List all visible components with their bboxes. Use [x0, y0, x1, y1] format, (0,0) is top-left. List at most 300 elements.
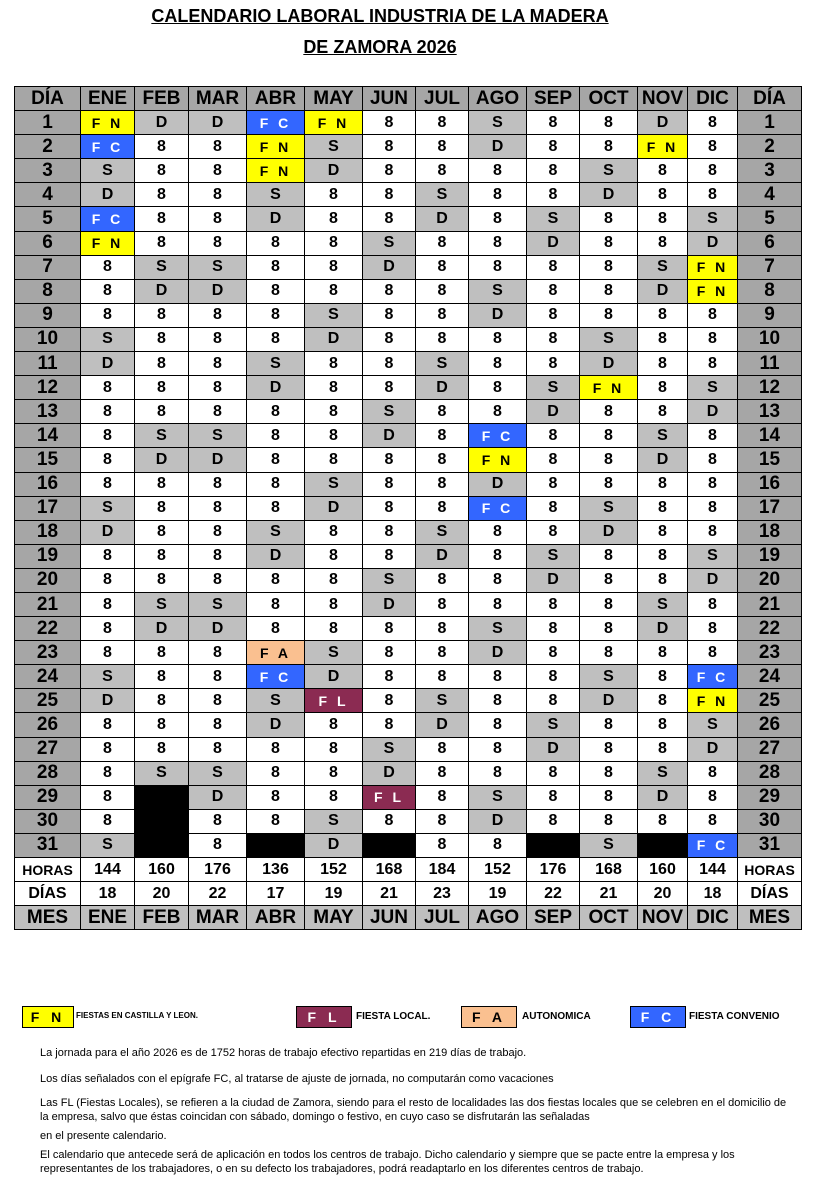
weekend-cell: S — [469, 785, 527, 809]
day-number-right: 20 — [738, 568, 802, 592]
month-header-jun: JUN — [363, 87, 416, 111]
day-number-right: 13 — [738, 400, 802, 424]
weekend-cell: S — [638, 424, 688, 448]
day-cell: 8 — [135, 303, 189, 327]
day-cell: 8 — [580, 135, 638, 159]
day-cell: 8 — [527, 279, 580, 303]
day-cell: 8 — [580, 809, 638, 833]
day-cell: 8 — [580, 785, 638, 809]
day-cell: 8 — [189, 327, 247, 351]
day-cell: 8 — [638, 376, 688, 400]
day-number-right: 2 — [738, 135, 802, 159]
day-cell: 8 — [416, 617, 469, 641]
weekend-cell: D — [81, 520, 135, 544]
day-cell: 8 — [688, 111, 738, 135]
weekend-cell: S — [247, 689, 305, 713]
legend-fn-swatch: F N — [22, 1006, 74, 1028]
day-number-right: 7 — [738, 255, 802, 279]
day-cell: 8 — [580, 279, 638, 303]
day-number-right: 27 — [738, 737, 802, 761]
dias-value: 22 — [527, 882, 580, 906]
weekend-cell: S — [81, 327, 135, 351]
calendar-row — [15, 231, 802, 255]
day-cell: 8 — [305, 352, 363, 376]
day-number: 14 — [15, 424, 81, 448]
calendar-row — [15, 303, 802, 327]
day-cell: 8 — [305, 279, 363, 303]
day-cell: 8 — [363, 448, 416, 472]
mes-label-right: MES — [738, 906, 802, 930]
horas-value: 168 — [580, 858, 638, 882]
note-aplicacion: El calendario que antecede será de aplicación en todos los centros de trabajo. Dicho calendario y siempre que se pacte entre la empresa y los representantes de los trabajadores, o en su defecto los trabajadores, podrá readaptarlo en los diferentes centros de trabajo. — [40, 1149, 735, 1175]
day-cell: 8 — [416, 641, 469, 665]
day-cell: 8 — [305, 592, 363, 616]
day-cell: 8 — [305, 424, 363, 448]
month-footer-jun: JUN — [363, 906, 416, 930]
day-cell: 8 — [416, 111, 469, 135]
day-cell: 8 — [580, 568, 638, 592]
weekend-cell: S — [363, 231, 416, 255]
dias-value: 22 — [189, 882, 247, 906]
weekend-cell: S — [416, 183, 469, 207]
day-cell: 8 — [135, 544, 189, 568]
day-cell: 8 — [688, 520, 738, 544]
nonexistent-day-cell — [527, 833, 580, 857]
day-cell: 8 — [469, 376, 527, 400]
weekend-cell: S — [363, 400, 416, 424]
weekend-cell: S — [416, 689, 469, 713]
day-cell: 8 — [638, 665, 688, 689]
calendar-row — [15, 111, 802, 135]
day-cell: 8 — [363, 713, 416, 737]
month-header-mar: MAR — [189, 87, 247, 111]
day-number: 28 — [15, 761, 81, 785]
weekend-cell: D — [305, 496, 363, 520]
day-cell: 8 — [81, 617, 135, 641]
month-header-row — [15, 87, 802, 111]
month-footer-mar: MAR — [189, 906, 247, 930]
day-number: 21 — [15, 592, 81, 616]
month-footer-sep: SEP — [527, 906, 580, 930]
day-cell: 8 — [135, 496, 189, 520]
day-cell: 8 — [580, 303, 638, 327]
nonexistent-day-cell — [638, 833, 688, 857]
day-cell: 8 — [688, 183, 738, 207]
day-number: 31 — [15, 833, 81, 857]
day-number-right: 5 — [738, 207, 802, 231]
month-header-sep: SEP — [527, 87, 580, 111]
day-cell: 8 — [638, 472, 688, 496]
weekend-cell: S — [638, 761, 688, 785]
dias-value: 17 — [247, 882, 305, 906]
day-cell: 8 — [416, 424, 469, 448]
day-cell: 8 — [81, 400, 135, 424]
day-cell: 8 — [416, 159, 469, 183]
day-cell: 8 — [247, 424, 305, 448]
weekend-cell: S — [580, 496, 638, 520]
day-cell: 8 — [135, 568, 189, 592]
day-cell: 8 — [81, 713, 135, 737]
weekend-cell: S — [638, 255, 688, 279]
day-cell: 8 — [688, 785, 738, 809]
weekend-cell: S — [688, 713, 738, 737]
day-number: 3 — [15, 159, 81, 183]
weekend-cell: D — [189, 111, 247, 135]
day-number-right: 18 — [738, 520, 802, 544]
weekend-cell: D — [580, 689, 638, 713]
weekend-cell: D — [638, 279, 688, 303]
weekend-cell: D — [305, 833, 363, 857]
day-cell: 8 — [638, 496, 688, 520]
day-number: 19 — [15, 544, 81, 568]
holiday-cell-fn: F N — [81, 111, 135, 135]
day-header-right: DÍA — [738, 87, 802, 111]
month-footer-ene: ENE — [81, 906, 135, 930]
holiday-cell-fc: F C — [469, 496, 527, 520]
dias-value: 21 — [580, 882, 638, 906]
day-cell: 8 — [135, 689, 189, 713]
day-cell: 8 — [247, 472, 305, 496]
day-cell: 8 — [580, 424, 638, 448]
calendar-row — [15, 352, 802, 376]
day-cell: 8 — [81, 376, 135, 400]
month-footer-feb: FEB — [135, 906, 189, 930]
weekend-cell: D — [469, 472, 527, 496]
day-number-right: 14 — [738, 424, 802, 448]
holiday-cell-fc: F C — [247, 111, 305, 135]
weekend-cell: S — [527, 376, 580, 400]
weekend-cell: S — [305, 135, 363, 159]
day-cell: 8 — [247, 303, 305, 327]
day-cell: 8 — [305, 617, 363, 641]
day-number-right: 31 — [738, 833, 802, 857]
day-cell: 8 — [189, 183, 247, 207]
horas-row — [15, 858, 802, 882]
day-cell: 8 — [469, 737, 527, 761]
nonexistent-day-cell — [135, 809, 189, 833]
day-cell: 8 — [469, 713, 527, 737]
day-cell: 8 — [363, 665, 416, 689]
day-cell: 8 — [580, 641, 638, 665]
day-number-right: 12 — [738, 376, 802, 400]
calendar-row — [15, 327, 802, 351]
weekend-cell: D — [363, 424, 416, 448]
day-cell: 8 — [416, 665, 469, 689]
day-cell: 8 — [305, 448, 363, 472]
day-cell: 8 — [469, 761, 527, 785]
weekend-cell: D — [305, 665, 363, 689]
day-cell: 8 — [247, 761, 305, 785]
day-cell: 8 — [527, 689, 580, 713]
day-number: 22 — [15, 617, 81, 641]
month-footer-dic: DIC — [688, 906, 738, 930]
day-cell: 8 — [81, 544, 135, 568]
weekend-cell: D — [363, 592, 416, 616]
day-cell: 8 — [527, 496, 580, 520]
holiday-cell-fn: F N — [580, 376, 638, 400]
day-number-right: 3 — [738, 159, 802, 183]
day-cell: 8 — [135, 713, 189, 737]
day-cell: 8 — [469, 183, 527, 207]
weekend-cell: S — [580, 665, 638, 689]
weekend-cell: D — [416, 376, 469, 400]
day-number-right: 19 — [738, 544, 802, 568]
legend-fc-label: FIESTA CONVENIO — [689, 1011, 780, 1022]
calendar-row — [15, 785, 802, 809]
day-cell: 8 — [135, 472, 189, 496]
day-cell: 8 — [135, 352, 189, 376]
weekend-cell: D — [688, 737, 738, 761]
holiday-cell-fn: F N — [688, 255, 738, 279]
mes-label: MES — [15, 906, 81, 930]
horas-value: 136 — [247, 858, 305, 882]
day-number-right: 25 — [738, 689, 802, 713]
day-cell: 8 — [135, 231, 189, 255]
day-cell: 8 — [305, 568, 363, 592]
day-cell: 8 — [638, 303, 688, 327]
day-cell: 8 — [363, 641, 416, 665]
day-number: 25 — [15, 689, 81, 713]
weekend-cell: S — [135, 424, 189, 448]
weekend-cell: S — [135, 592, 189, 616]
day-cell: 8 — [189, 833, 247, 857]
day-cell: 8 — [247, 255, 305, 279]
day-cell: 8 — [688, 352, 738, 376]
weekend-cell: D — [81, 689, 135, 713]
calendar-row — [15, 183, 802, 207]
day-number: 20 — [15, 568, 81, 592]
horas-value: 184 — [416, 858, 469, 882]
note-fl: Las FL (Fiestas Locales), se refieren a la ciudad de Zamora, siendo para el resto de localidades las dos fiestas locales que se celebren en el domicilio de la empresa, salvo que éstas coincidan con sábado, domingo o festivo, en cuyo caso se disfrutarán las señaladas — [40, 1097, 787, 1123]
day-cell: 8 — [189, 303, 247, 327]
weekend-cell: S — [135, 761, 189, 785]
day-cell: 8 — [189, 376, 247, 400]
day-cell: 8 — [580, 713, 638, 737]
dias-value: 21 — [363, 882, 416, 906]
month-header-oct: OCT — [580, 87, 638, 111]
day-header-left: DÍA — [15, 87, 81, 111]
weekend-cell: D — [189, 448, 247, 472]
day-cell: 8 — [580, 111, 638, 135]
day-cell: 8 — [416, 231, 469, 255]
holiday-cell-fn: F N — [469, 448, 527, 472]
weekend-cell: D — [688, 400, 738, 424]
day-cell: 8 — [469, 327, 527, 351]
day-cell: 8 — [135, 665, 189, 689]
day-number: 1 — [15, 111, 81, 135]
day-cell: 8 — [135, 641, 189, 665]
dias-value: 19 — [305, 882, 363, 906]
day-number: 11 — [15, 352, 81, 376]
day-cell: 8 — [81, 592, 135, 616]
horas-value: 152 — [305, 858, 363, 882]
day-cell: 8 — [527, 424, 580, 448]
day-cell: 8 — [469, 400, 527, 424]
day-cell: 8 — [247, 327, 305, 351]
note-jornada: La jornada para el año 2026 es de 1752 horas de trabajo efectivo repartidas en 219 días de trabajo. — [40, 1047, 527, 1059]
weekend-cell: D — [81, 352, 135, 376]
month-footer-oct: OCT — [580, 906, 638, 930]
day-cell: 8 — [305, 713, 363, 737]
day-number: 4 — [15, 183, 81, 207]
note-fl-end: en el presente calendario. — [40, 1130, 167, 1142]
legend-fa-swatch: F A — [461, 1006, 517, 1028]
day-cell: 8 — [688, 424, 738, 448]
day-cell: 8 — [527, 111, 580, 135]
calendar-row — [15, 737, 802, 761]
day-cell: 8 — [305, 255, 363, 279]
weekend-cell: D — [469, 641, 527, 665]
day-cell: 8 — [688, 496, 738, 520]
legend-fn-label: FIESTAS EN CASTILLA Y LEON. — [76, 1011, 198, 1020]
day-cell: 8 — [527, 617, 580, 641]
weekend-cell: D — [688, 231, 738, 255]
day-cell: 8 — [247, 785, 305, 809]
weekend-cell: S — [469, 617, 527, 641]
holiday-cell-fc: F C — [688, 833, 738, 857]
month-header-ene: ENE — [81, 87, 135, 111]
weekend-cell: S — [247, 520, 305, 544]
holiday-cell-fn: F N — [81, 231, 135, 255]
horas-value: 144 — [81, 858, 135, 882]
day-cell: 8 — [81, 785, 135, 809]
weekend-cell: S — [247, 183, 305, 207]
legend-fa-label: AUTONOMICA — [522, 1011, 591, 1022]
month-footer-nov: NOV — [638, 906, 688, 930]
day-number: 24 — [15, 665, 81, 689]
day-number-right: 29 — [738, 785, 802, 809]
weekend-cell: D — [135, 279, 189, 303]
day-cell: 8 — [305, 544, 363, 568]
calendar-row — [15, 568, 802, 592]
month-header-jul: JUL — [416, 87, 469, 111]
weekend-cell: D — [688, 568, 738, 592]
day-cell: 8 — [247, 279, 305, 303]
weekend-cell: S — [189, 592, 247, 616]
dias-label-right: DÍAS — [738, 882, 802, 906]
day-cell: 8 — [189, 641, 247, 665]
day-cell: 8 — [580, 448, 638, 472]
day-cell: 8 — [189, 231, 247, 255]
day-cell: 8 — [363, 279, 416, 303]
weekend-cell: S — [580, 833, 638, 857]
horas-value: 144 — [688, 858, 738, 882]
day-cell: 8 — [638, 327, 688, 351]
month-header-nov: NOV — [638, 87, 688, 111]
day-cell: 8 — [416, 135, 469, 159]
day-cell: 8 — [81, 809, 135, 833]
day-cell: 8 — [416, 255, 469, 279]
weekend-cell: S — [527, 207, 580, 231]
day-cell: 8 — [527, 761, 580, 785]
day-cell: 8 — [135, 737, 189, 761]
day-cell: 8 — [363, 376, 416, 400]
day-cell: 8 — [305, 520, 363, 544]
day-cell: 8 — [416, 496, 469, 520]
horas-value: 176 — [189, 858, 247, 882]
weekend-cell: D — [416, 207, 469, 231]
weekend-cell: S — [688, 544, 738, 568]
day-cell: 8 — [81, 641, 135, 665]
weekend-cell: S — [135, 255, 189, 279]
day-cell: 8 — [416, 809, 469, 833]
day-cell: 8 — [247, 809, 305, 833]
day-cell: 8 — [469, 159, 527, 183]
weekend-cell: D — [638, 111, 688, 135]
page-title: CALENDARIO LABORAL INDUSTRIA DE LA MADERA — [151, 6, 609, 26]
weekend-cell: D — [638, 448, 688, 472]
day-cell: 8 — [81, 737, 135, 761]
day-cell: 8 — [527, 183, 580, 207]
calendar-row — [15, 520, 802, 544]
weekend-cell: D — [469, 303, 527, 327]
day-cell: 8 — [527, 448, 580, 472]
day-number: 26 — [15, 713, 81, 737]
horas-value: 168 — [363, 858, 416, 882]
weekend-cell: D — [416, 544, 469, 568]
day-number-right: 26 — [738, 713, 802, 737]
calendar-row — [15, 472, 802, 496]
day-number: 18 — [15, 520, 81, 544]
day-number: 8 — [15, 279, 81, 303]
weekend-cell: D — [469, 809, 527, 833]
day-cell: 8 — [688, 472, 738, 496]
horas-value: 160 — [638, 858, 688, 882]
day-cell: 8 — [189, 737, 247, 761]
day-cell: 8 — [81, 568, 135, 592]
weekend-cell: S — [305, 303, 363, 327]
day-cell: 8 — [469, 592, 527, 616]
day-cell: 8 — [189, 352, 247, 376]
day-number: 6 — [15, 231, 81, 255]
legend-fl-label: FIESTA LOCAL. — [356, 1011, 431, 1022]
day-number-right: 4 — [738, 183, 802, 207]
day-number-right: 15 — [738, 448, 802, 472]
day-cell: 8 — [363, 303, 416, 327]
day-number: 13 — [15, 400, 81, 424]
day-cell: 8 — [469, 568, 527, 592]
day-cell: 8 — [189, 496, 247, 520]
horas-label: HORAS — [15, 858, 81, 882]
weekend-cell: D — [189, 279, 247, 303]
day-cell: 8 — [247, 617, 305, 641]
day-cell: 8 — [416, 448, 469, 472]
weekend-cell: S — [363, 737, 416, 761]
weekend-cell: S — [305, 641, 363, 665]
day-cell: 8 — [638, 159, 688, 183]
day-cell: 8 — [638, 400, 688, 424]
weekend-cell: D — [189, 785, 247, 809]
weekend-cell: S — [189, 761, 247, 785]
weekend-cell: D — [469, 135, 527, 159]
nonexistent-day-cell — [135, 785, 189, 809]
day-cell: 8 — [580, 207, 638, 231]
weekend-cell: S — [363, 568, 416, 592]
day-cell: 8 — [638, 207, 688, 231]
day-cell: 8 — [527, 472, 580, 496]
calendar-row — [15, 689, 802, 713]
day-cell: 8 — [638, 809, 688, 833]
day-cell: 8 — [363, 207, 416, 231]
weekend-cell: S — [81, 159, 135, 183]
day-cell: 8 — [688, 617, 738, 641]
day-cell: 8 — [527, 159, 580, 183]
day-number-right: 16 — [738, 472, 802, 496]
day-cell: 8 — [416, 785, 469, 809]
horas-value: 176 — [527, 858, 580, 882]
dias-value: 18 — [81, 882, 135, 906]
day-cell: 8 — [247, 496, 305, 520]
